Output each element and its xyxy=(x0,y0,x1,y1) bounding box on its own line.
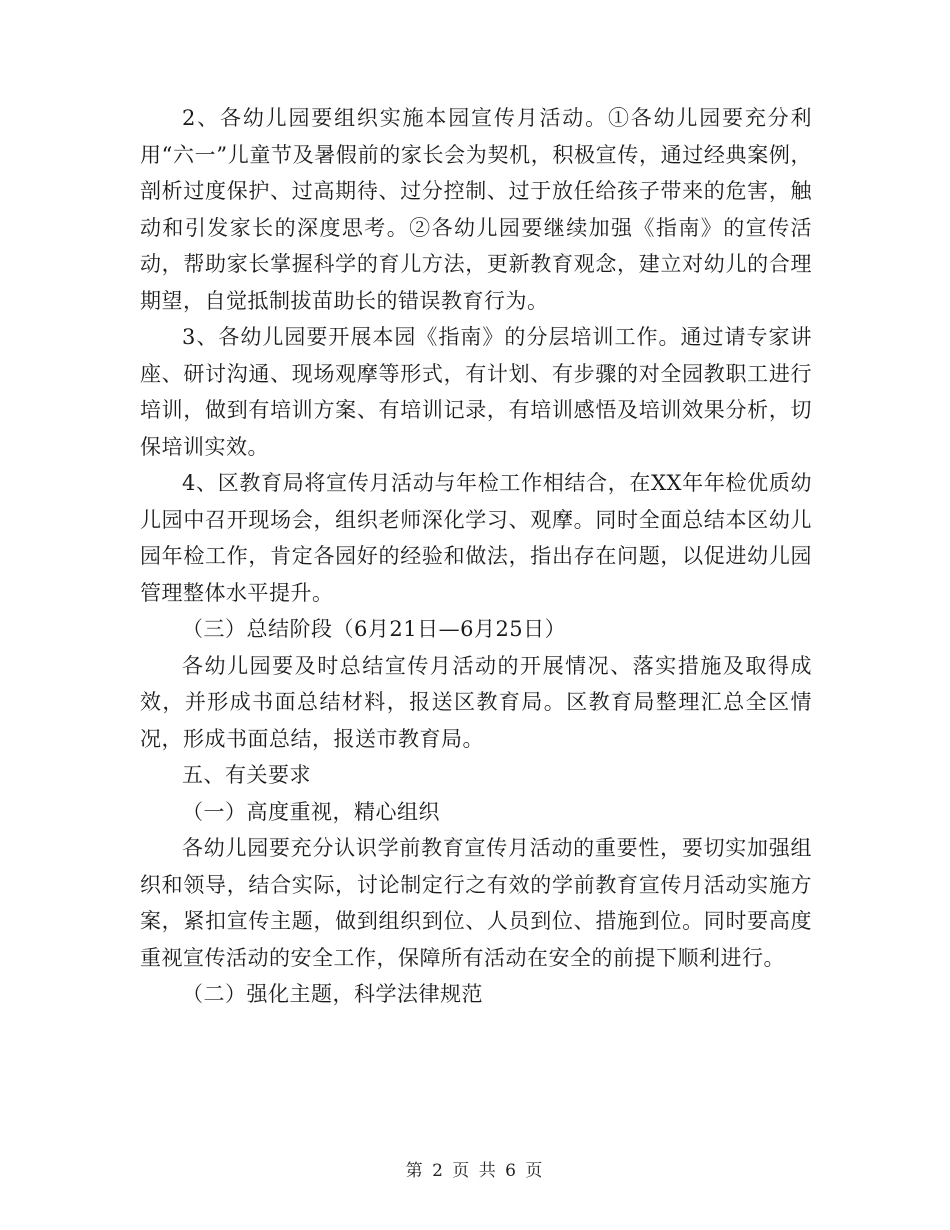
subheading-organize: （一）高度重视，精心组织 xyxy=(182,799,440,824)
paragraph-summary: 各幼儿园要及时总结宣传月活动的开展情况、落实措施及取得成效，并形成书面总结材料，报送区教育局。区教育局整理汇总全区情况，形成书面总结，报送市教育局。 xyxy=(140,653,812,751)
paragraph-item-2: 2、各幼儿园要组织实施本园宣传月活动。①各幼儿园要充分利用“六一”儿童节及暑假前的家长会为契机，积极宣传，通过经典案例，剖析过度保护、过高期待、过分控制、过于放任给孩子带来的危害，触动和引发家长的深度思考。②各幼儿园要继续加强《指南》的宣传活动，帮助家长掌握科学的育儿方法，更新教育观念，建立对幼儿的合理期望，自觉抵制拔苗助长的错误教育行为。 xyxy=(140,106,812,313)
section-heading-requirements: 五、有关要求 xyxy=(182,763,311,787)
paragraph-item-3: 3、各幼儿园要开展本园《指南》的分层培训工作。通过请专家讲座、研讨沟通、现场观摩等形式，有计划、有步骤的对全园教职工进行培训，做到有培训方案、有培训记录，有培训感悟及培训效果分析，切保培训实效。 xyxy=(140,325,812,459)
page-footer: 第 2 页 共 6 页 xyxy=(405,1161,545,1181)
paragraph-item-4: 4、区教育局将宣传月活动与年检工作相结合，在XX年年检优质幼儿园中召开现场会，组织老师深化学习、观摩。同时全面总结本区幼儿园年检工作，肯定各园好的经验和做法，指出存在问题，以促进幼儿园管理整体水平提升。 xyxy=(140,471,812,605)
document-body xyxy=(140,100,812,1013)
subheading-theme: （二）强化主题，科学法律规范 xyxy=(182,982,483,1006)
paragraph-organize: 各幼儿园要充分认识学前教育宣传月活动的重要性，要切实加强组织和领导，结合实际，讨论制定行之有效的学前教育宣传月活动实施方案，紧扣宣传主题，做到组织到位、人员到位、措施到位。同时要高度重视宣传活动的安全工作，保障所有活动在安全的前提下顺利进行。 xyxy=(140,836,812,970)
section-heading-summary-stage: （三）总结阶段（6月21日—6月25日） xyxy=(182,617,567,641)
